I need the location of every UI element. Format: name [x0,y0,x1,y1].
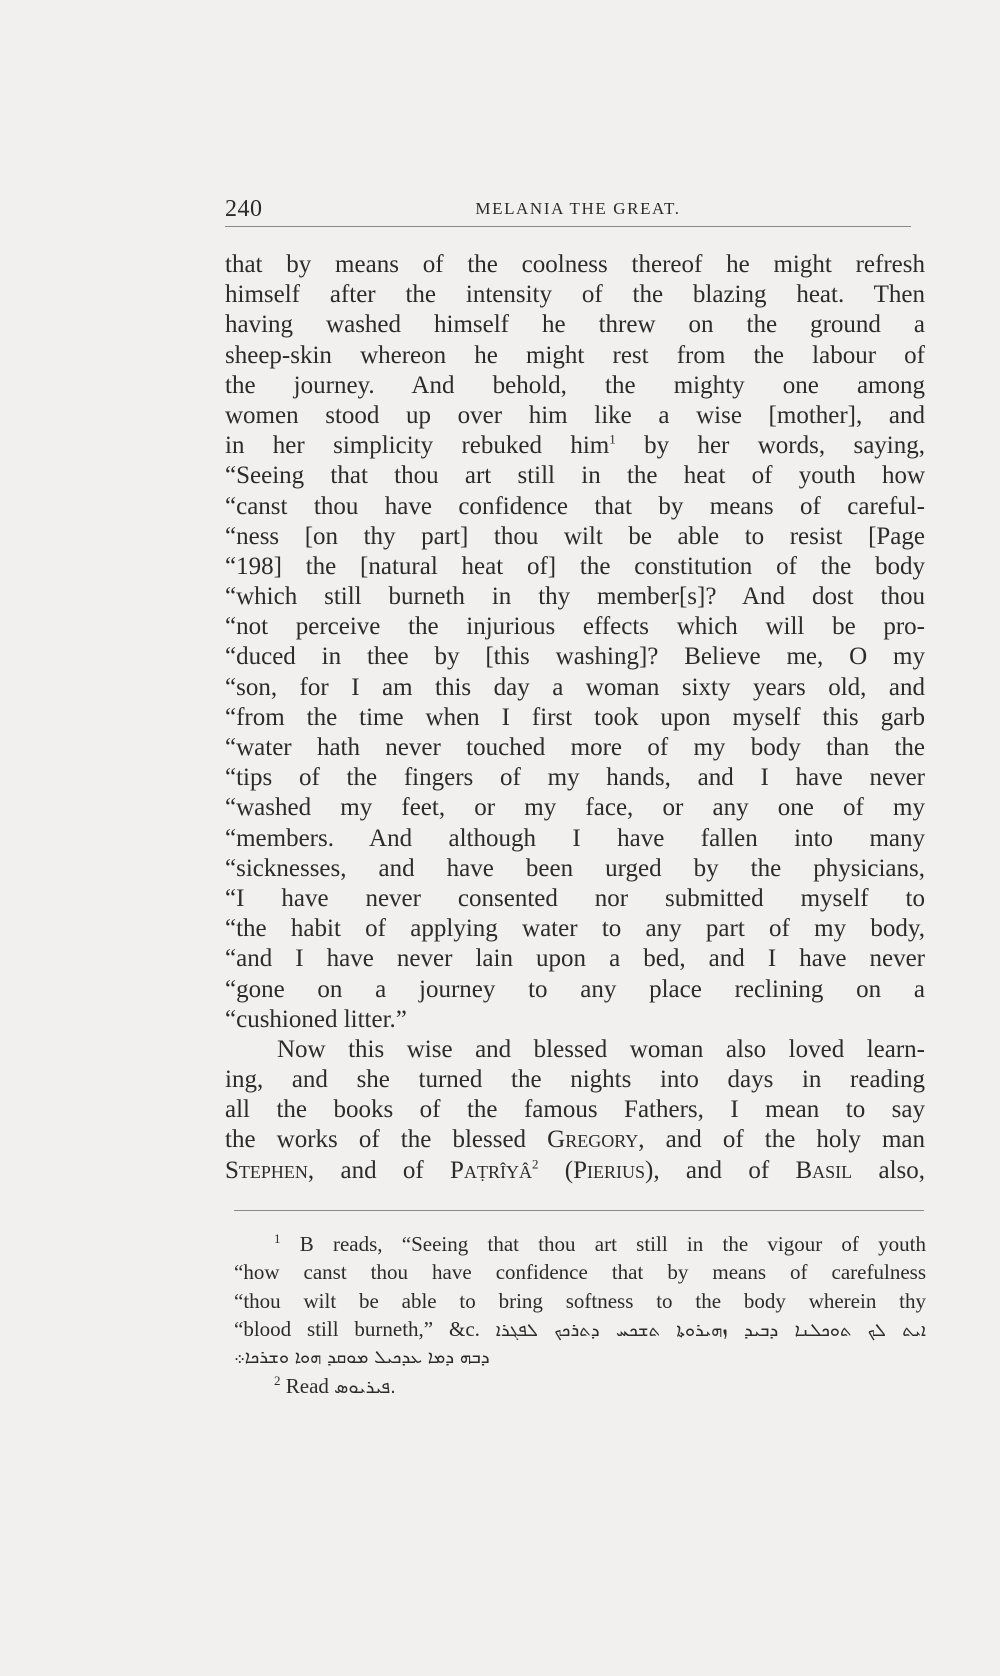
text-line: “canst thou have confidence that by means of careful- [225,492,925,520]
footnote-2 [234,1372,926,1400]
text-line: “cushioned litter.” [225,1005,407,1033]
text-span: ( [538,1156,574,1184]
text-line [225,431,925,461]
name-pierius: Pierius [573,1156,646,1184]
header-rule [225,226,911,227]
footnote-ref-2: 2 [531,1156,539,1172]
footnote-mark: 2 [274,1372,281,1388]
text-line: “Seeing that thou art still in the heat of youth how [225,462,925,490]
text-span: also, [852,1156,926,1184]
text-line: “I have never consented nor submitted myself to [225,884,925,912]
name-stephen: Stephen [225,1156,308,1184]
text-span: by her words, saying, [615,432,925,460]
text-line: himself after the intensity of the blazing heat. Then [225,281,925,309]
footnote-line [234,1315,926,1343]
main-text [225,250,925,1186]
footnote-text: Read [280,1373,335,1398]
footnote-text: B reads, “Seeing that thou art still in the vigour of youth [280,1232,926,1256]
text-line: “water hath never touched more of my body than the [225,734,925,761]
running-title: MELANIA THE GREAT. [475,199,681,218]
text-line: “members. And although I have fallen into many [225,824,925,852]
text-line: women stood up over him like a wise [mother], and [225,401,925,429]
name-basil: Basil [795,1156,853,1184]
text-line: “198] the [natural heat of] the constitution of the body [225,552,925,580]
text-line: having washed himself he threw on the ground a [225,311,925,339]
footnote-1 [234,1230,926,1258]
text-line: “sicknesses, and have been urged by the physicians, [225,854,925,882]
footnote-line: “thou wilt be able to bring softness to the body wherein thy [234,1288,926,1313]
footnote-text: “blood still burneth,” &c. [234,1317,480,1342]
text-line: “and I have never lain upon a bed, and I have never [225,945,925,973]
text-line: “gone on a journey to any place reclining on a [225,975,925,1003]
text-span: , and of [307,1156,451,1184]
footnote-ref-1: 1 [609,431,616,447]
text-line: “tips of the fingers of my hands, and I have never [225,764,925,792]
syriac-text: ܦܝܪܝܘܣ. [334,1376,396,1398]
text-line: “duced in thee by [this washing]? Believe me, O my [225,643,925,671]
text-line: “not perceive the injurious effects which will be pro- [225,613,925,641]
text-line: Now this wise and blessed woman also loved learn- [277,1035,925,1063]
page-number: 240 [225,196,263,222]
text-line: “which still burneth in thy member[s]? And dost thou [225,583,925,611]
text-line: “the habit of applying water to any part of my body, [225,915,925,943]
text-line [225,1156,925,1186]
name-gregory: Gregory [547,1126,639,1154]
text-span: in her simplicity rebuked him [225,432,610,460]
syriac-text: ܐܝܬ ܠܟ ܬܘܟܠܢܐ ܕܒܝܕ ܙܗܝܪܘܬܐ ܬܫܟܚ ܕܬܪܟܟ ܠܦܓܪܐ [495,1320,926,1342]
page-header [225,196,911,226]
footnote-rule [234,1210,924,1211]
text-line: that by means of the coolness thereof he might refresh [225,251,925,278]
text-line: ing, and she turned the nights into days in reading [225,1066,925,1094]
text-line: sheep-skin whereon he might rest from the labour of [225,341,925,369]
text-line [225,1125,925,1155]
text-span: ), and of [645,1156,796,1184]
footnote-line: “how canst thou have confidence that by means of carefulness [234,1260,926,1285]
text-span: the works of the blessed [225,1126,548,1154]
footnote-mark: 1 [274,1231,281,1246]
text-line: the journey. And behold, the mighty one among [225,371,925,399]
text-line: “son, for I am this day a woman sixty years old, and [225,673,925,701]
name-patriya: Paṭrîyâ [450,1156,532,1184]
syriac-line: ܕܒܗ ܕܡܐ ܥܕܟܝܠ ܡܘܩܕ ܗܘܐ ܘܫܪܟܐ܀ [234,1346,490,1368]
text-line: all the books of the famous Fathers, I mean to say [225,1096,925,1124]
footnotes [234,1230,926,1400]
text-line: “ness [on thy part] thou wilt be able to resist [Page [225,522,925,550]
text-line: “from the time when I first took upon myself this garb [225,703,925,731]
text-line: “washed my feet, or my face, or any one of my [225,794,925,822]
text-span: , and of the holy man [638,1126,925,1154]
